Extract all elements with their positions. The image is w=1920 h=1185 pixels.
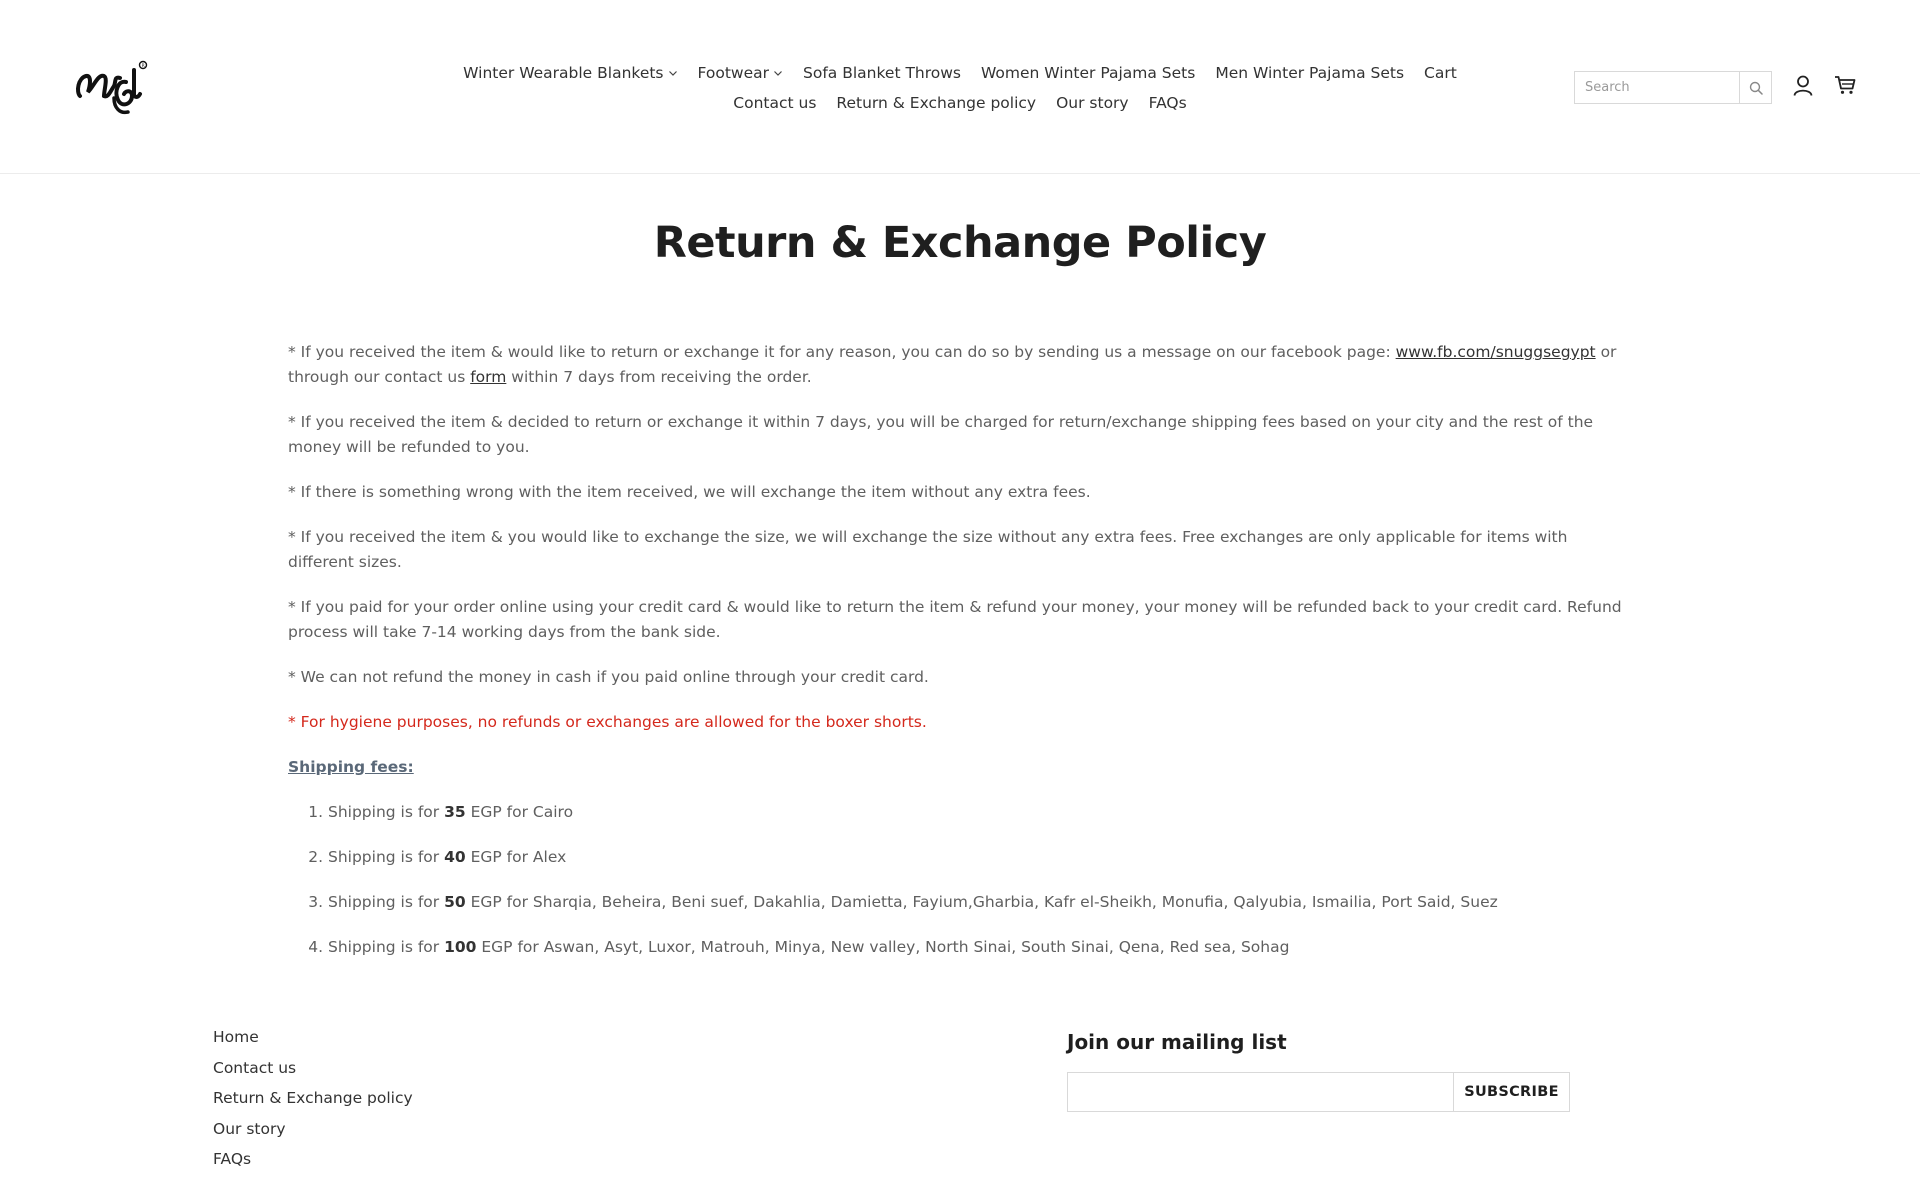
subscribe-button[interactable]: SUBSCRIBE <box>1454 1072 1570 1112</box>
shipping-heading: Shipping fees: <box>288 758 414 776</box>
shipping-text: Shipping is for <box>328 938 445 956</box>
search-input[interactable] <box>1575 72 1739 103</box>
site-header <box>0 0 1920 174</box>
chevron-down-icon <box>773 68 783 78</box>
policy-paragraph: * We can not refund the money in cash if you paid online through your credit card. <box>288 668 929 686</box>
shipping-text: Shipping is for <box>328 803 445 821</box>
shipping-amount: 100 <box>444 938 477 956</box>
nav-item-winter-wearable-blankets[interactable] <box>463 64 677 82</box>
nav-item-sofa-blanket-throws[interactable] <box>803 64 961 82</box>
snuggs-logo[interactable] <box>74 56 150 116</box>
facebook-link[interactable]: www.fb.com/snuggsegypt <box>1395 343 1596 361</box>
policy-paragraph: * If you received the item & decided to return or exchange it within 7 days, you will be charged for return/exchange shipping fees based on your city and the rest of the money will be refunded to you. <box>288 413 1594 456</box>
list-item <box>328 845 1638 870</box>
cart-icon[interactable] <box>1832 72 1858 98</box>
footer-link-faqs[interactable]: FAQs <box>213 1150 252 1168</box>
email-field[interactable] <box>1067 1072 1454 1112</box>
shipping-text: EGP for Alex <box>465 848 567 866</box>
nav-item-return-and-exchange-policy[interactable]: Return & Exchange policy <box>836 94 1037 112</box>
main-nav <box>463 58 1457 118</box>
list-item <box>328 935 1638 960</box>
footer-link-home[interactable]: Home <box>213 1028 259 1046</box>
shipping-text: EGP for Sharqia, Beheira, Beni suef, Dakahlia, Damietta, Fayium,Gharbia, Kafr el-Sheikh, Monufia, Qalyubia, Ismailia, Port Said, Suez <box>465 893 1498 911</box>
footer-link-our-story[interactable]: Our story <box>213 1119 286 1138</box>
nav-item-our-story[interactable]: Our story <box>1056 94 1129 112</box>
nav-item-women-winter-pajama-sets[interactable] <box>981 64 1195 82</box>
nav-item-contact-us[interactable]: Contact us <box>733 94 817 112</box>
footer-link-return-policy[interactable]: Return & Exchange policy <box>213 1089 413 1107</box>
shipping-text: Shipping is for <box>328 848 445 866</box>
policy-paragraph <box>288 340 1638 390</box>
shipping-amount: 35 <box>444 803 466 821</box>
policy-paragraph: * If there is something wrong with the item received, we will exchange the item without any extra fees. <box>288 483 1091 501</box>
shipping-text: EGP for Cairo <box>465 803 574 821</box>
shipping-amount: 40 <box>444 848 466 866</box>
nav-item-men-winter-pajama-sets[interactable] <box>1215 64 1404 82</box>
policy-paragraph: * If you paid for your order online using your credit card & would like to return the item & refund your money, your money will be refunded back to your credit card. Refund process will take 7-14 working days from the bank side. <box>288 598 1622 641</box>
nav-item-cart[interactable] <box>1424 64 1457 82</box>
shipping-text: EGP for Aswan, Asyt, Luxor, Matrouh, Minya, New valley, North Sinai, South Sinai, Qena, Red sea, Sohag <box>476 938 1290 956</box>
shipping-amount: 50 <box>444 893 466 911</box>
search-button[interactable] <box>1739 72 1771 103</box>
shipping-text: Shipping is for <box>328 893 445 911</box>
footer-links <box>213 1024 413 1177</box>
footer-link-contact[interactable]: Contact us <box>213 1058 297 1077</box>
nav-row-secondary <box>470 88 1450 118</box>
nav-item-label: Cart <box>1424 64 1457 82</box>
policy-text: or through our contact us <box>288 343 1617 386</box>
contact-form-link[interactable]: form <box>470 368 507 386</box>
list-item <box>328 890 1638 915</box>
search-icon <box>1749 81 1763 95</box>
nav-item-label: Men Winter Pajama Sets <box>1215 64 1405 82</box>
nav-item-label: Sofa Blanket Throws <box>803 64 962 82</box>
hygiene-warning: * For hygiene purposes, no refunds or exchanges are allowed for the boxer shorts. <box>288 713 927 731</box>
svg-text:R: R <box>141 64 145 69</box>
list-item <box>328 800 1638 825</box>
nav-item-footwear[interactable] <box>698 64 784 82</box>
account-icon[interactable] <box>1790 72 1816 98</box>
policy-paragraph: * If you received the item & you would like to exchange the size, we will exchange the size without any extra fees. Free exchanges are only applicable for items with different sizes. <box>288 528 1568 571</box>
nav-item-faqs[interactable]: FAQs <box>1148 94 1187 112</box>
search-box <box>1574 71 1772 104</box>
shipping-list <box>328 800 1638 960</box>
nav-item-label: Winter Wearable Blankets <box>463 64 664 82</box>
policy-text: within 7 days from receiving the order. <box>506 368 812 386</box>
policy-text: * If you received the item & would like to return or exchange it for any reason, you can do so by sending us a message on our facebook page: <box>288 343 1396 361</box>
page-title: Return & Exchange Policy <box>653 218 1267 268</box>
nav-item-label: Women Winter Pajama Sets <box>981 64 1196 82</box>
nav-row-primary <box>463 58 1457 88</box>
chevron-down-icon <box>668 68 678 78</box>
mailing-list-title: Join our mailing list <box>1067 1030 1287 1054</box>
policy-content <box>288 340 1638 980</box>
nav-item-label: Footwear <box>697 64 770 82</box>
